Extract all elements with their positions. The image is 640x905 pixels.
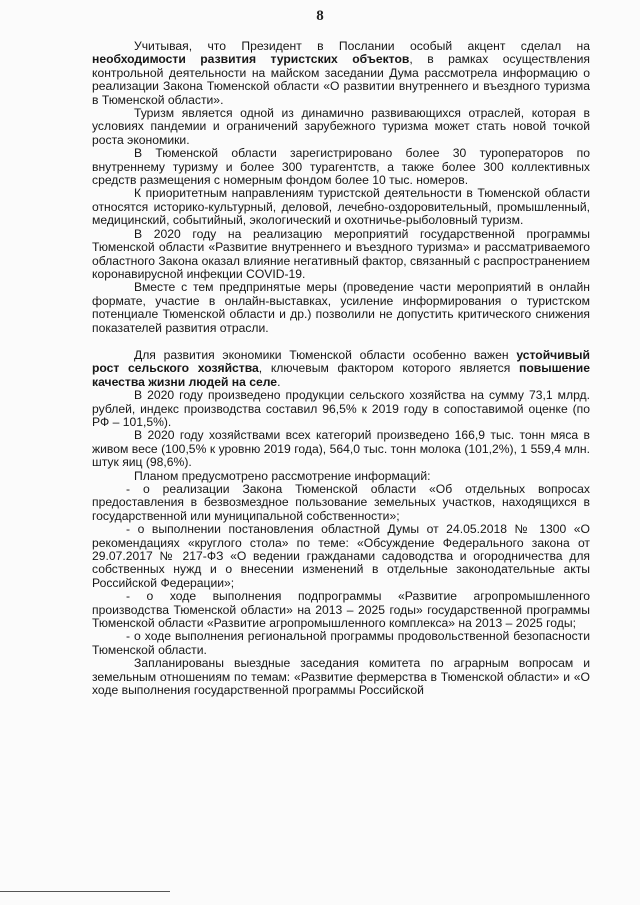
paragraph-tourism-growth: Туризм является одной из динамично развивающихся отраслей, которая в условиях пандемии и ограничений зарубежного туризма может стать новой точкой роста экономики. <box>92 106 590 147</box>
footnote-divider <box>0 891 170 892</box>
emphasis-rural-life: повышение качества жизни людей на селе <box>92 361 590 389</box>
list-item-food-security: - о ходе выполнения региональной программы продовольственной безопасности Тюменской области. <box>92 629 590 657</box>
list-item-resolution-1300: - о выполнении постановления областной Думы от 24.05.2018 № 1300 «О рекомендациях «круглого стола» по теме: «Обсуждение Федерального закона от 29.07.2017 № 217-ФЗ «О ведении гражданами садоводства и огородничества для собственных нужд и о внесении изменений в отдельные законодательные акты Российской Федерации»; <box>92 522 590 590</box>
list-item-subprogram: - о ходе выполнения подпрограммы «Развитие агропромышленного производства Тюменской области» на 2013 – 2025 годы» государственной программы Тюменской области «Развитие агропромышленного комплекса» на 2013 – 2025 годы; <box>92 589 590 631</box>
paragraph-covid-impact: В 2020 году на реализацию мероприятий государственной программы Тюменской области «Развитие внутреннего и въездного туризма» и рассматриваемого областного Закона оказал влияние негативный фактор, связанный с распространением коронавирусной инфекции COVID-19. <box>92 226 590 281</box>
paragraph-meat-milk-eggs: В 2020 году хозяйствами всех категорий произведено 166,9 тыс. тонн мяса в живом весе (100,5% к уровню 2019 года), 564,0 тыс. тонн молока (101,2%), 1 559,4 млн. штук яиц (98,6%). <box>92 428 590 470</box>
paragraph-agri-production: В 2020 году произведено продукции сельского хозяйства на сумму 73,1 млрд. рублей, индекс производства составил 96,5% к 2019 году в сопоставимой оценке (по РФ – 101,5%). <box>92 388 590 429</box>
page-number: 8 <box>316 8 324 24</box>
paragraph-measures: Вместе с тем предпринятые меры (проведение части мероприятий в онлайн формате, участие в онлайн-выставках, усиление информирования о туристском потенциале Тюменской области и др.) позволили не допустить критического снижения показателей развития отрасли. <box>92 280 590 335</box>
paragraph-field-meetings: Запланированы выездные заседания комитета по аграрным вопросам и земельным отношениям по темам: «Развитие фермерства в Тюменской области» и «О ходе выполнения государственной программы Российской <box>92 656 590 698</box>
list-item-land-law: - о реализации Закона Тюменской области «Об отдельных вопросах предоставления в безвозмездное пользование земельных участков, находящихся в государственной или муниципальной собственности»; <box>92 482 590 523</box>
paragraph-tourism-directions: К приоритетным направлениям туристской деятельности в Тюменской области относятся историко-культурный, деловой, лечебно-оздоровительный, промышленный, медицинский, событийный, экологический и охотничье-рыболовный туризм. <box>92 186 590 228</box>
emphasis-agriculture: устойчивый рост сельского хозяйства <box>92 347 590 376</box>
paragraph-agriculture-intro: Для развития экономики Тюменской области особенно важен устойчивый рост сельского хозяйства, ключевым фактором которого является повышение качества жизни людей на селе. <box>92 347 590 389</box>
paragraph-tourism-intro: Учитывая, что Президент в Послании особый акцент сделал на необходимости развития туристских объектов, в рамках осуществления контрольной деятельности на майском заседании Дума рассмотрела информацию о реализации Закона Тюменской области «О развитии внутреннего и въездного туризма в Тюменской области». <box>92 39 590 107</box>
document-body <box>92 40 590 698</box>
paragraph-plan: Планом предусмотрено рассмотрение информаций: <box>134 468 431 483</box>
paragraph-tour-operators: В Тюменской области зарегистрировано более 30 туроператоров по внутреннему туризму и более 300 турагентств, а также более 300 коллективных средств размещения с номерным фондом более 10 тыс. номеров. <box>92 146 590 188</box>
emphasis-tourism: необходимости развития туристских объектов <box>92 52 410 67</box>
